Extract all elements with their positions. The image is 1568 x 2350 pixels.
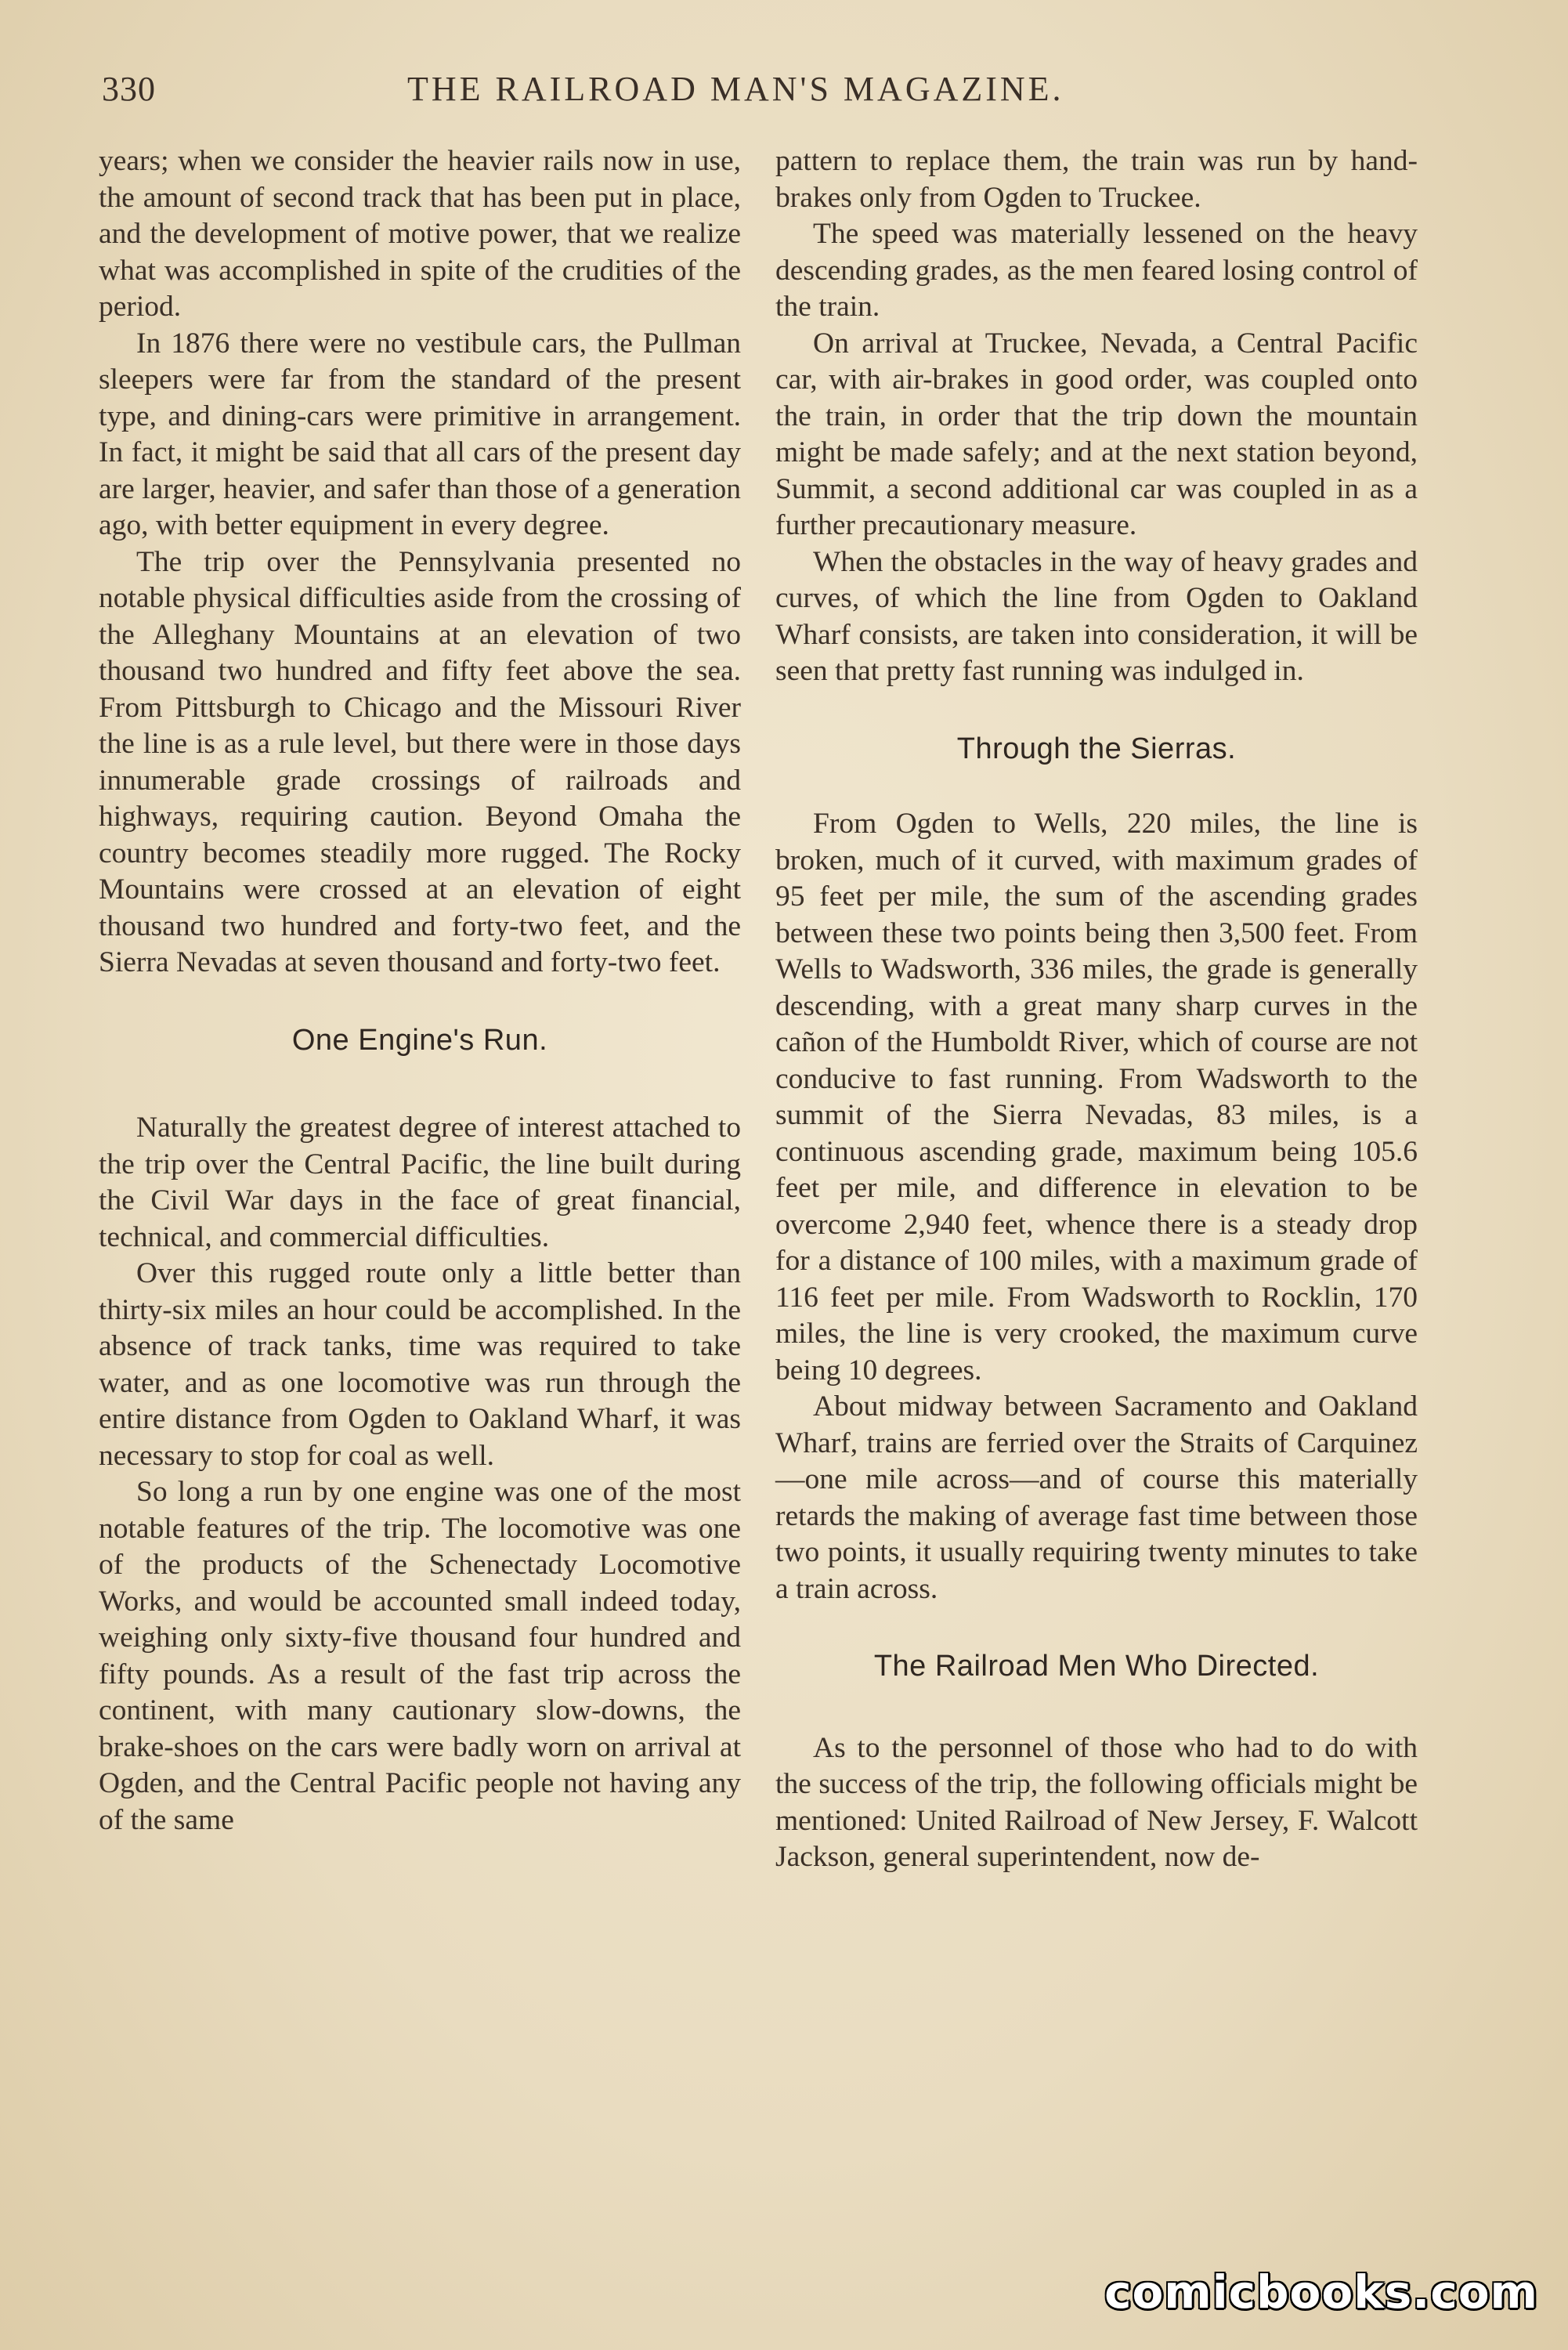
paragraph: years; when we consider the heavier rails now in use, the amount of second track that has been put in place, and the development of motive power, that we realize what was accomplished in spite of the crudities of the period. xyxy=(99,145,741,323)
page-header xyxy=(102,69,1433,116)
section-heading: Through the Sierras. xyxy=(956,732,1237,765)
paragraph: In 1876 there were no vestibule cars, the Pullman sleepers were far from the standard of the present type, and dining-cars were primitive in arrangement. In fact, it might be said that all cars of the present day are larger, heavier, and safer than those of a generation ago, with better equipment in every degree. xyxy=(99,327,741,541)
paragraph: On arrival at Truckee, Nevada, a Central Pacific car, with air-brakes in good order, was coupled onto the train, in order that the trip down the mountain might be made safely; and at the next station beyond, Summit, a second additional car was coupled in as a further precautionary measure. xyxy=(775,327,1418,541)
paragraph: So long a run by one engine was one of the most notable features of the trip. The locomotive was one of the products of the Schenectady Locomotive Works, and would be accounted small indeed today, weighing only sixty-five thousand four hundred and fifty pounds. As a result of the fast trip across the continent, with many cautionary slow-downs, the brake-shoes on the cars were badly worn on arrival at Ogden, and the Central Pacific people not having any of the same xyxy=(99,1476,741,1836)
paragraph: As to the personnel of those who had to do with the success of the trip, the following officials might be mentioned: United Railroad of New Jersey, F. Walcott Jackson, general superintendent, now de- xyxy=(775,1731,1418,1873)
paragraph: Over this rugged route only a little better than thirty-six miles an hour could be accomplished. In the absence of track tanks, time was required to take water, and as one locomotive was run through the entire distance from Ogden to Oakland Wharf, it was necessary to stop for coal as well. xyxy=(99,1257,741,1472)
left-column xyxy=(99,143,741,1838)
site-watermark: comicbooks.com xyxy=(1104,2265,1538,2319)
right-column xyxy=(775,143,1418,1876)
paragraph: About midway between Sacramento and Oakland Wharf, trains are ferried over the Straits of Carquinez—one mile across—and of course this materially retards the making of average fast time between those two points, it usually requiring twenty minutes to take a train across. xyxy=(775,1390,1418,1605)
paragraph: From Ogden to Wells, 220 miles, the line is broken, much of it curved, with maximum grades of 95 feet per mile, the sum of the ascending grades between these two points being then 3,500 feet. From Wells to Wadsworth, 336 miles, the grade is generally descending, with a great many sharp curves in the cañon of the Humboldt River, which of course are not conducive to fast running. From Wadsworth to the summit of the Sierra Nevadas, 83 miles, is a continuous ascending grade, maximum being 105.6 feet per mile, and difference in elevation to be overcome 2,940 feet, whence there is a steady drop for a distance of 100 miles, with a maximum grade of 116 feet per mile. From Wadsworth to Rocklin, 170 miles, the line is very crooked, the maximum curve being 10 degrees. xyxy=(775,808,1418,1386)
paragraph: The trip over the Pennsylvania presented no notable physical difficulties aside from the crossing of the Alleghany Mountains at an elevation of two thousand two hundred and fifty feet above the sea. From Pittsburgh to Chicago and the Missouri River the line is as a rule level, but there were in those days innumerable grade crossings of railroads and highways, requiring caution. Beyond Omaha the country becomes steadily more rugged. The Rocky Mountains were crossed at an elevation of eight thousand two hundred and forty-two feet, and the Sierra Nevadas at seven thousand and forty-two feet. xyxy=(99,545,741,978)
paragraph: pattern to replace them, the train was run by hand-brakes only from Ogden to Truckee. xyxy=(775,145,1418,214)
page-number: 330 xyxy=(102,70,156,108)
section-heading: The Railroad Men Who Directed. xyxy=(873,1650,1320,1683)
running-title: THE RAILROAD MAN'S MAGAZINE. xyxy=(407,70,1064,108)
paragraph: When the obstacles in the way of heavy grades and curves, of which the line from Ogden to Oakland Wharf consists, are taken into consideration, it will be seen that pretty fast running was indulged in. xyxy=(775,545,1418,687)
paragraph: Naturally the greatest degree of interest attached to the trip over the Central Pacific, the line built during the Civil War days in the face of great financial, technical, and commercial difficulties. xyxy=(99,1112,741,1253)
paragraph: The speed was materially lessened on the heavy descending grades, as the men feared losing control of the train. xyxy=(775,218,1418,323)
section-heading: One Engine's Run. xyxy=(291,1023,548,1057)
